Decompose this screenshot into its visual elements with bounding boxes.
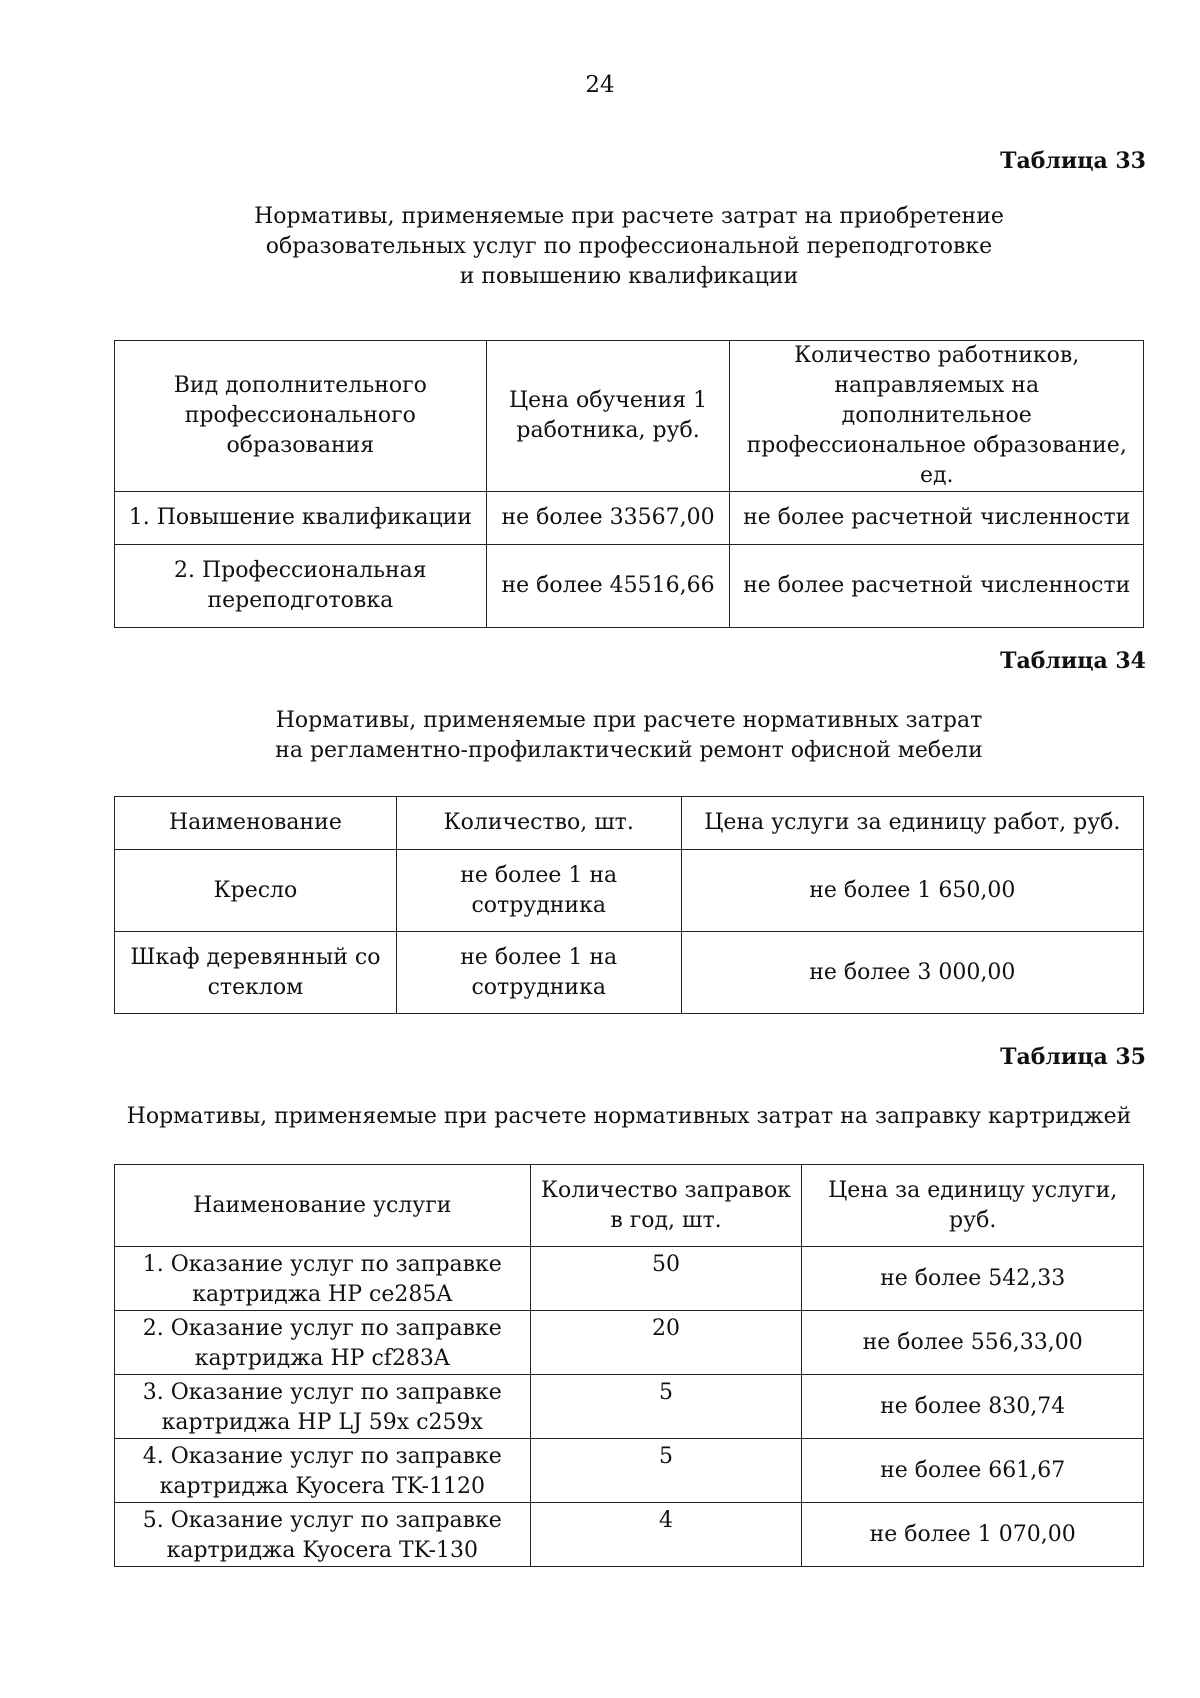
table-34 bbox=[114, 796, 1144, 1014]
table-33-label: Таблица 33 bbox=[1000, 148, 1146, 174]
row-service-name: 1. Оказание услуг по заправке картриджа HP ce285A bbox=[115, 1247, 531, 1311]
row-refill-count: 50 bbox=[530, 1247, 802, 1311]
header-refill-count: Количество заправок в год, шт. bbox=[530, 1165, 802, 1247]
table-header-row bbox=[115, 797, 1144, 850]
header-price: Цена услуги за единицу работ, руб. bbox=[681, 797, 1143, 850]
row-price: не более 45516,66 bbox=[486, 545, 730, 628]
row-name: 1. Повышение квалификации bbox=[115, 492, 487, 545]
row-refill-count: 20 bbox=[530, 1311, 802, 1375]
header-education-type: Вид дополнительного профессионального образования bbox=[115, 341, 487, 492]
page-number: 24 bbox=[585, 72, 615, 98]
table-row bbox=[115, 850, 1144, 932]
header-quantity: Количество, шт. bbox=[396, 797, 681, 850]
row-service-name: 3. Оказание услуг по заправке картриджа HP LJ 59x c259x bbox=[115, 1375, 531, 1439]
table-row bbox=[115, 1311, 1144, 1375]
table-row bbox=[115, 1247, 1144, 1311]
row-unit-price: не более 661,67 bbox=[802, 1439, 1144, 1503]
table-35-label: Таблица 35 bbox=[1000, 1044, 1146, 1070]
row-unit-price: не более 830,74 bbox=[802, 1375, 1144, 1439]
row-price: не более 33567,00 bbox=[486, 492, 730, 545]
table-row bbox=[115, 545, 1144, 628]
row-unit-price: не более 556,33,00 bbox=[802, 1311, 1144, 1375]
header-service-name: Наименование услуги bbox=[115, 1165, 531, 1247]
row-refill-count: 5 bbox=[530, 1375, 802, 1439]
row-price: не более 3 000,00 bbox=[681, 932, 1143, 1014]
row-count: не более расчетной численности bbox=[730, 545, 1144, 628]
table-33-heading: Нормативы, применяемые при расчете затрат на приобретение образовательных услуг по профессиональной переподготовке и повышению квалификации bbox=[254, 204, 1004, 289]
row-refill-count: 4 bbox=[530, 1503, 802, 1567]
row-price: не более 1 650,00 bbox=[681, 850, 1143, 932]
row-refill-count: 5 bbox=[530, 1439, 802, 1503]
table-header-row bbox=[115, 1165, 1144, 1247]
table-34-label: Таблица 34 bbox=[1000, 648, 1146, 674]
row-service-name: 4. Оказание услуг по заправке картриджа Kyocera TK-1120 bbox=[115, 1439, 531, 1503]
header-unit-price: Цена за единицу услуги, руб. bbox=[802, 1165, 1144, 1247]
table-row bbox=[115, 1503, 1144, 1567]
table-row bbox=[115, 492, 1144, 545]
row-name: 2. Профессиональная переподготовка bbox=[115, 545, 487, 628]
table-33 bbox=[114, 340, 1144, 628]
row-name: Шкаф деревянный со стеклом bbox=[115, 932, 397, 1014]
row-service-name: 5. Оказание услуг по заправке картриджа Kyocera TK-130 bbox=[115, 1503, 531, 1567]
table-header-row bbox=[115, 341, 1144, 492]
header-employee-count: Количество работников, направляемых на дополнительное профессиональное образование, ед. bbox=[730, 341, 1144, 492]
table-row bbox=[115, 1439, 1144, 1503]
row-count: не более расчетной численности bbox=[730, 492, 1144, 545]
row-unit-price: не более 1 070,00 bbox=[802, 1503, 1144, 1567]
table-35-heading: Нормативы, применяемые при расчете нормативных затрат на заправку картриджей bbox=[126, 1104, 1132, 1129]
header-name: Наименование bbox=[115, 797, 397, 850]
row-quantity: не более 1 на сотрудника bbox=[396, 850, 681, 932]
table-34-heading: Нормативы, применяемые при расчете нормативных затрат на регламентно-профилактический ремонт офисной мебели bbox=[275, 708, 983, 763]
row-unit-price: не более 542,33 bbox=[802, 1247, 1144, 1311]
table-35 bbox=[114, 1164, 1144, 1567]
row-service-name: 2. Оказание услуг по заправке картриджа HP cf283A bbox=[115, 1311, 531, 1375]
table-row bbox=[115, 932, 1144, 1014]
row-name: Кресло bbox=[115, 850, 397, 932]
table-row bbox=[115, 1375, 1144, 1439]
row-quantity: не более 1 на сотрудника bbox=[396, 932, 681, 1014]
header-training-price: Цена обучения 1 работника, руб. bbox=[486, 341, 730, 492]
